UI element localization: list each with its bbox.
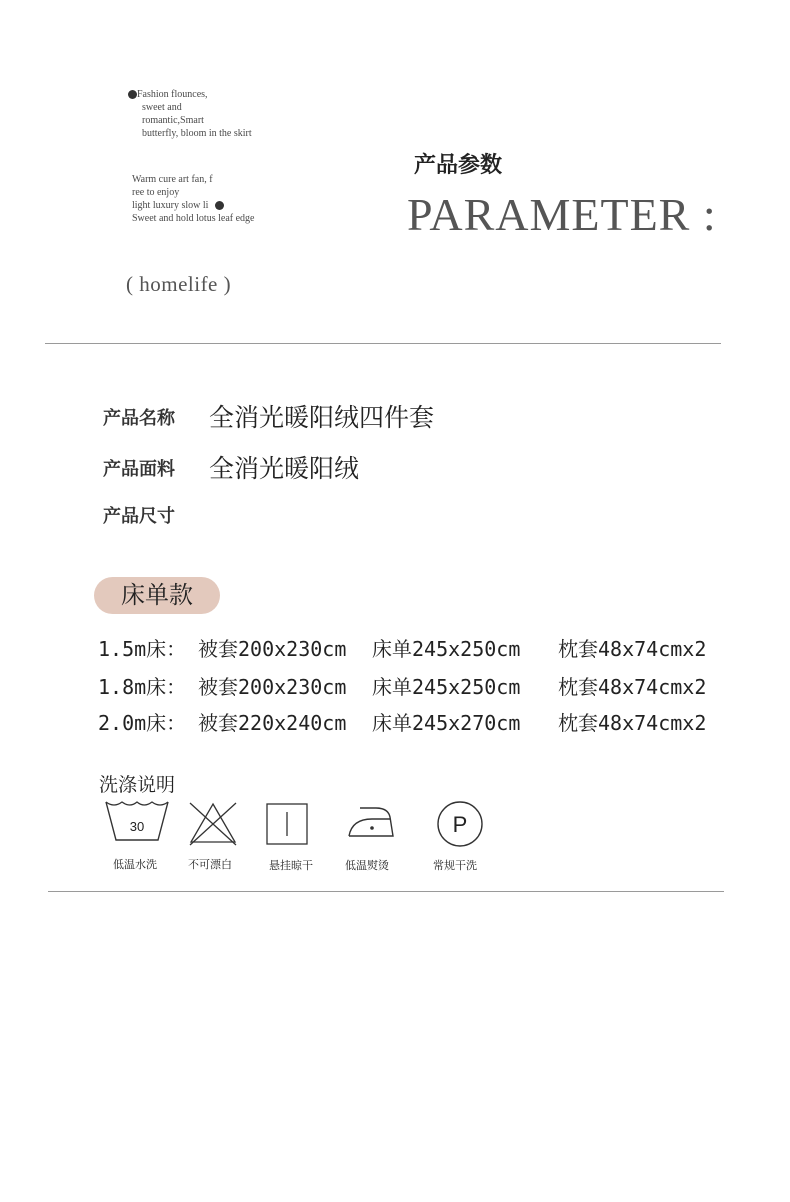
size-row-2 xyxy=(98,671,738,697)
bullet-dot-icon xyxy=(215,201,224,210)
section-title-en: PARAMETER : xyxy=(407,189,717,240)
size-pillow: 枕套48x74cmx2 xyxy=(558,711,707,735)
wash-title: 洗涤说明 xyxy=(99,774,176,796)
size-row-3 xyxy=(98,707,738,733)
divider-top xyxy=(45,343,721,344)
size-bed: 1.8m床： xyxy=(98,675,187,699)
divider-bottom xyxy=(48,891,724,892)
dry-clean-p-icon xyxy=(436,800,484,848)
param-value-fabric: 全消光暖阳绒 xyxy=(209,454,360,483)
size-pillow: 枕套48x74cmx2 xyxy=(558,675,707,699)
param-label-fabric: 产品面料 xyxy=(103,459,175,480)
size-row-1 xyxy=(98,633,738,659)
deco-text-1: Fashion flounces, sweet and romantic,Smart butterfly, bloom in the skirt xyxy=(137,89,252,139)
icon-caption: 常规干洗 xyxy=(433,859,477,872)
size-sheet: 床单245x270cm xyxy=(372,711,521,735)
deco-text-2: Warm cure art fan, f ree to enjoy light luxury slow li Sweet and hold lotus leaf edge xyxy=(132,174,255,224)
no-bleach-icon xyxy=(187,800,239,846)
param-value-name: 全消光暖阳绒四件套 xyxy=(209,403,435,432)
param-label-name: 产品名称 xyxy=(103,408,175,429)
dry-clean-letter: P xyxy=(452,812,468,837)
size-duvet: 被套200x230cm xyxy=(198,637,347,661)
style-badge: 床单款 xyxy=(94,577,220,614)
wash-temp-text: 30 xyxy=(129,819,145,834)
section-title-cn: 产品参数 xyxy=(414,153,503,178)
hang-dry-icon xyxy=(266,803,308,845)
icon-caption: 低温水洗 xyxy=(113,858,157,871)
size-duvet: 被套220x240cm xyxy=(198,711,347,735)
size-bed: 1.5m床： xyxy=(98,637,187,661)
size-sheet: 床单245x250cm xyxy=(372,637,521,661)
size-pillow: 枕套48x74cmx2 xyxy=(558,637,707,661)
size-bed: 2.0m床： xyxy=(98,711,187,735)
homelife-tag: ( homelife ) xyxy=(126,272,232,296)
icon-caption: 不可漂白 xyxy=(188,858,232,871)
icon-caption: 悬挂晾干 xyxy=(269,859,313,872)
wash-tub-icon xyxy=(104,800,170,844)
bullet-dot-icon xyxy=(128,90,137,99)
icon-caption: 低温熨烫 xyxy=(345,859,389,872)
size-sheet: 床单245x250cm xyxy=(372,675,521,699)
iron-low-icon xyxy=(346,805,396,839)
size-duvet: 被套200x230cm xyxy=(198,675,347,699)
param-label-size: 产品尺寸 xyxy=(103,506,175,527)
